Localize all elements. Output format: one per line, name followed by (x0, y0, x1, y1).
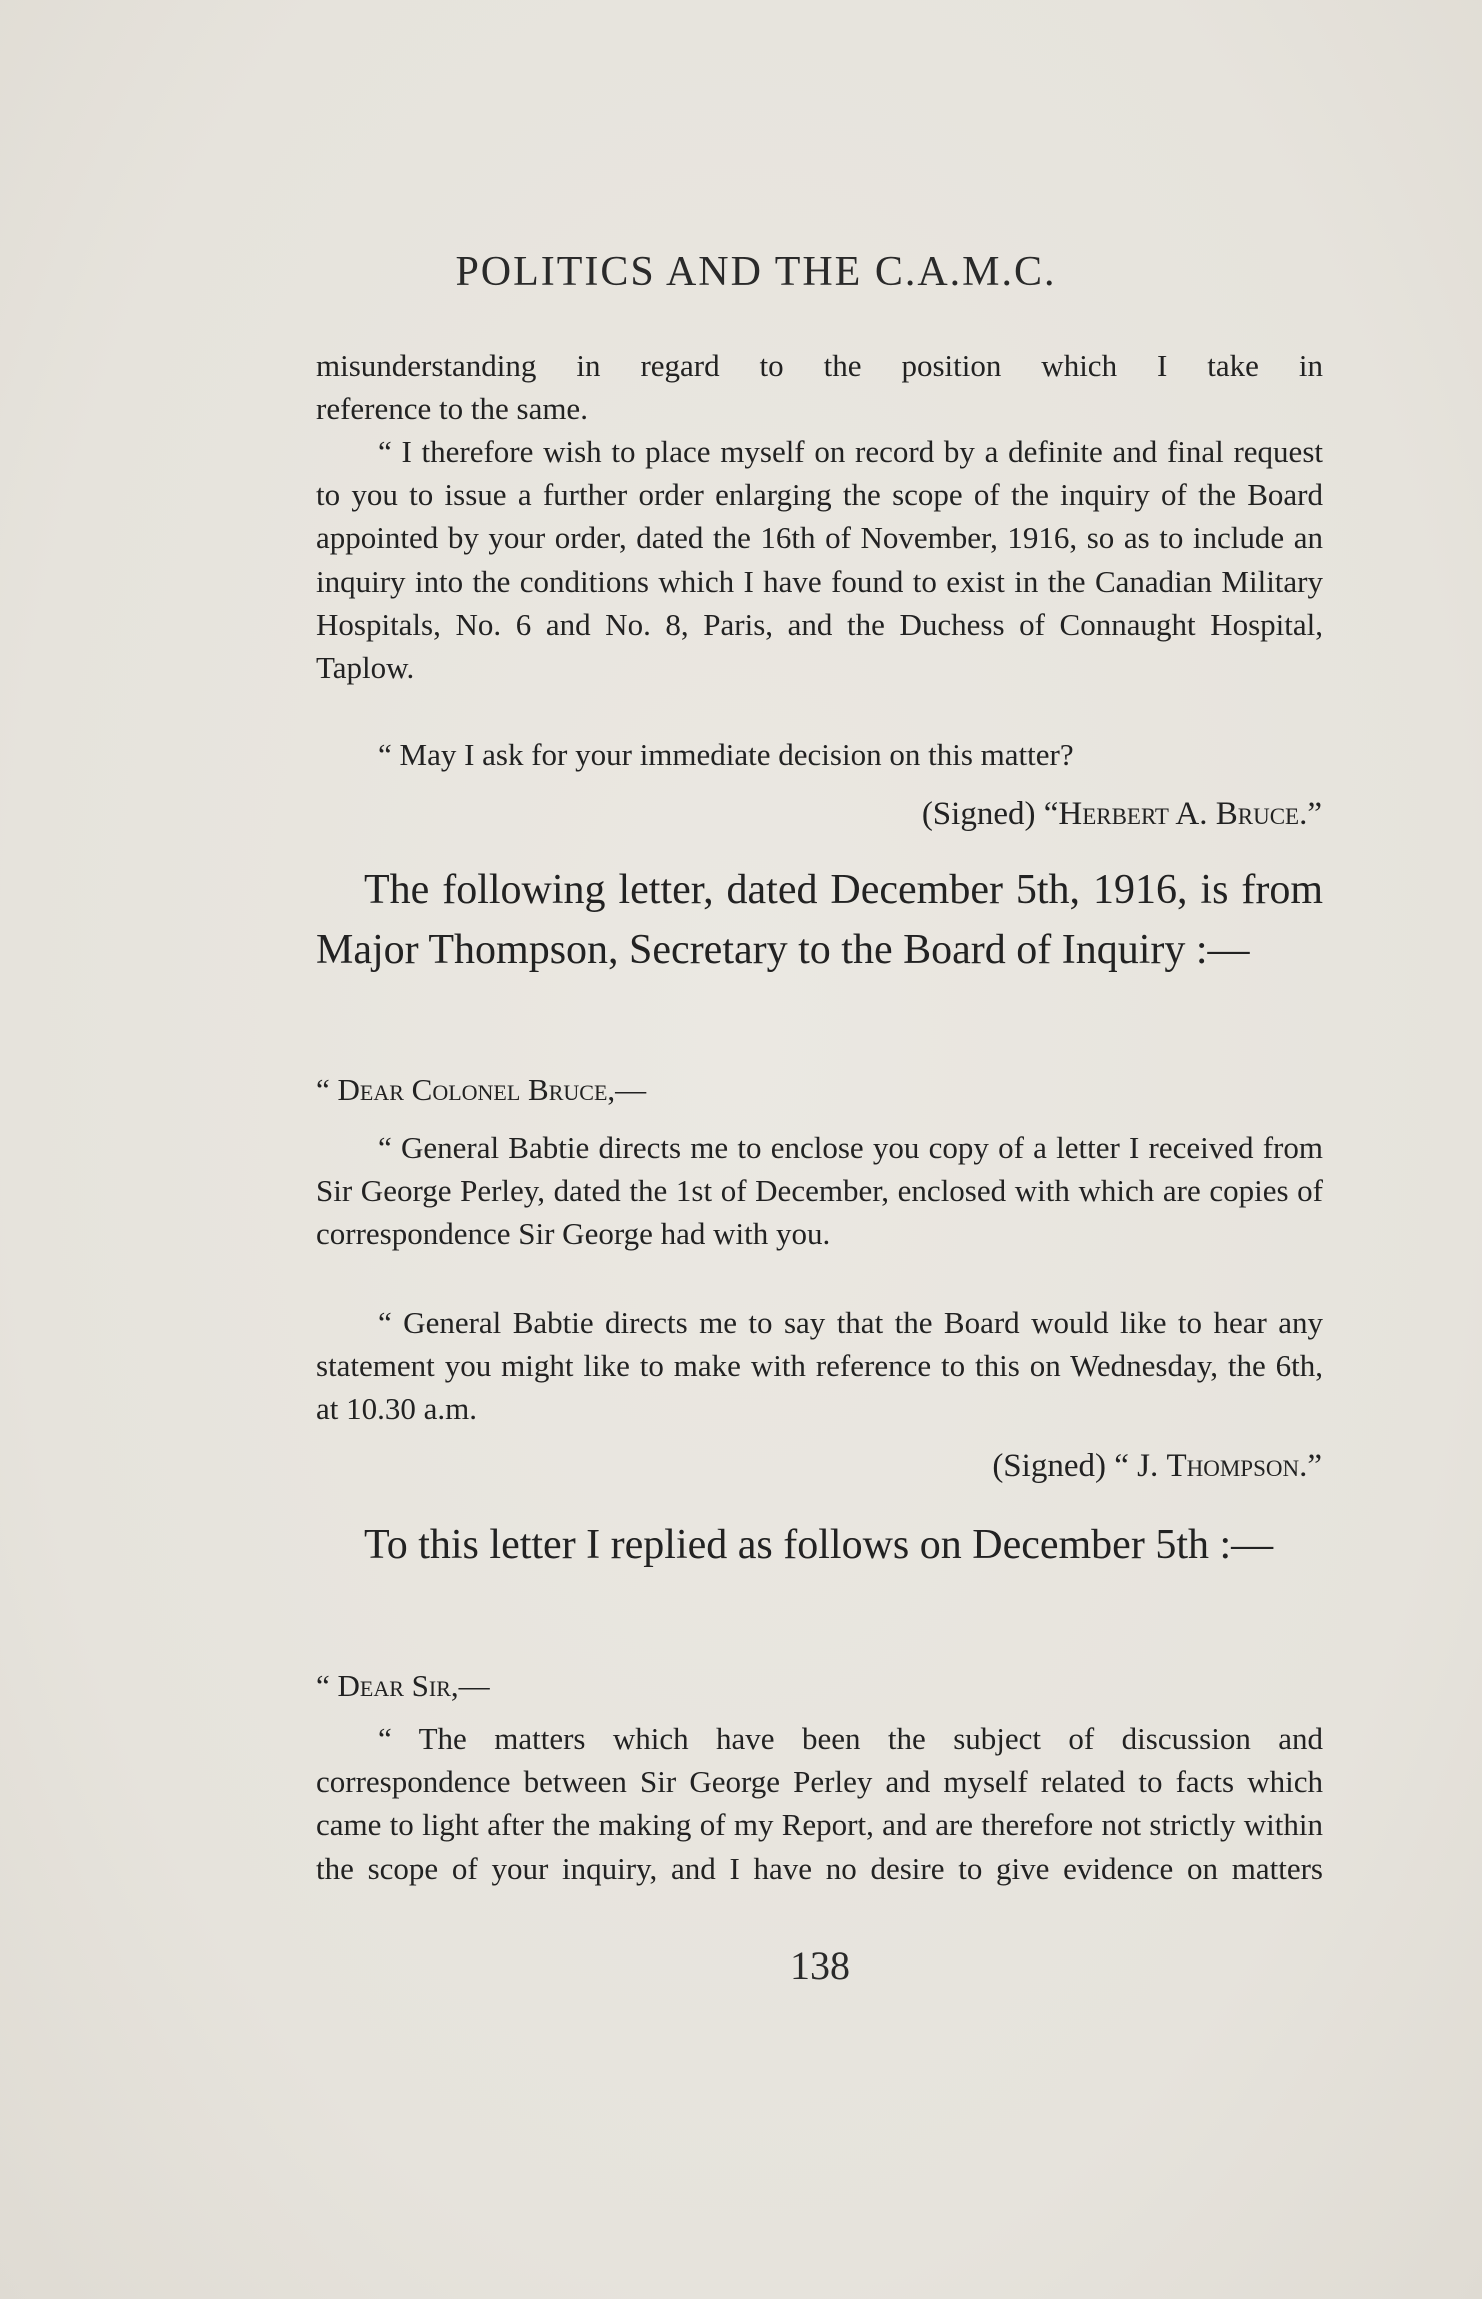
running-head: POLITICS AND THE C.A.M.C. (455, 249, 1057, 295)
continued-line-1: misunderstanding in regard to the position which I take in (316, 348, 1323, 383)
signature-thompson-name: Thompson. (1166, 1448, 1308, 1484)
salutation-colonel-bruce: “ Dear Colonel Bruce,— (316, 1072, 647, 1107)
babtie-paragraph-1: “ General Babtie directs me to enclose you copy of a letter I received from Sir George Perley, dated the 1st of December, enclosed with which are copies of correspondence Sir George had with you. (316, 1130, 1323, 1252)
signature-bruce-name: Herbert A. Bruce. (1058, 796, 1308, 832)
signature-bruce-prefix: (Signed) “ (921, 796, 1059, 832)
intro-thompson-paragraph: The following letter, dated December 5th, 1916, is from Major Thompson, Secretary to the Board of Inquiry :— (316, 867, 1323, 973)
signature-bruce-suffix: ” (1307, 796, 1322, 832)
babtie-paragraph-2: “ General Babtie directs me to say that the Board would like to hear any statement you might like to make with reference to this on Wednesday, the 6th, at 10.30 a.m. (316, 1305, 1323, 1427)
signature-bruce (922, 796, 1322, 833)
signature-thompson (992, 1448, 1322, 1485)
matters-paragraph: “ The matters which have been the subject of discussion and correspondence between Sir George Perley and myself related to facts which came to light after the making of my Report, and are therefore not strictly within the scope of your inquiry, and I have no desire to give evidence on matters (316, 1721, 1323, 1886)
page-number: 138 (790, 1943, 850, 1988)
continued-line-2: reference to the same. (316, 391, 588, 427)
request-paragraph: “ I therefore wish to place myself on record by a definite and final request to you to issue a further order enlarging the scope of the inquiry of the Board appointed by your order, dated the 16th of November, 1916, so as to include an inquiry into the conditions which I have found to exist in the Canadian Military Hospitals, No. 6 and No. 8, Paris, and the Duchess of Connaught Hospital, Taplow. (316, 434, 1323, 686)
salutation-sir: “ Dear Sir,— (316, 1668, 490, 1703)
intro-reply-paragraph: To this letter I replied as follows on December 5th :— (364, 1522, 1274, 1568)
signature-thompson-suffix: ” (1307, 1448, 1322, 1484)
continued-paragraph (316, 344, 1323, 430)
decision-paragraph: “ May I ask for your immediate decision on this matter? (378, 737, 1074, 772)
signature-thompson-prefix: (Signed) “ J. (992, 1448, 1159, 1484)
